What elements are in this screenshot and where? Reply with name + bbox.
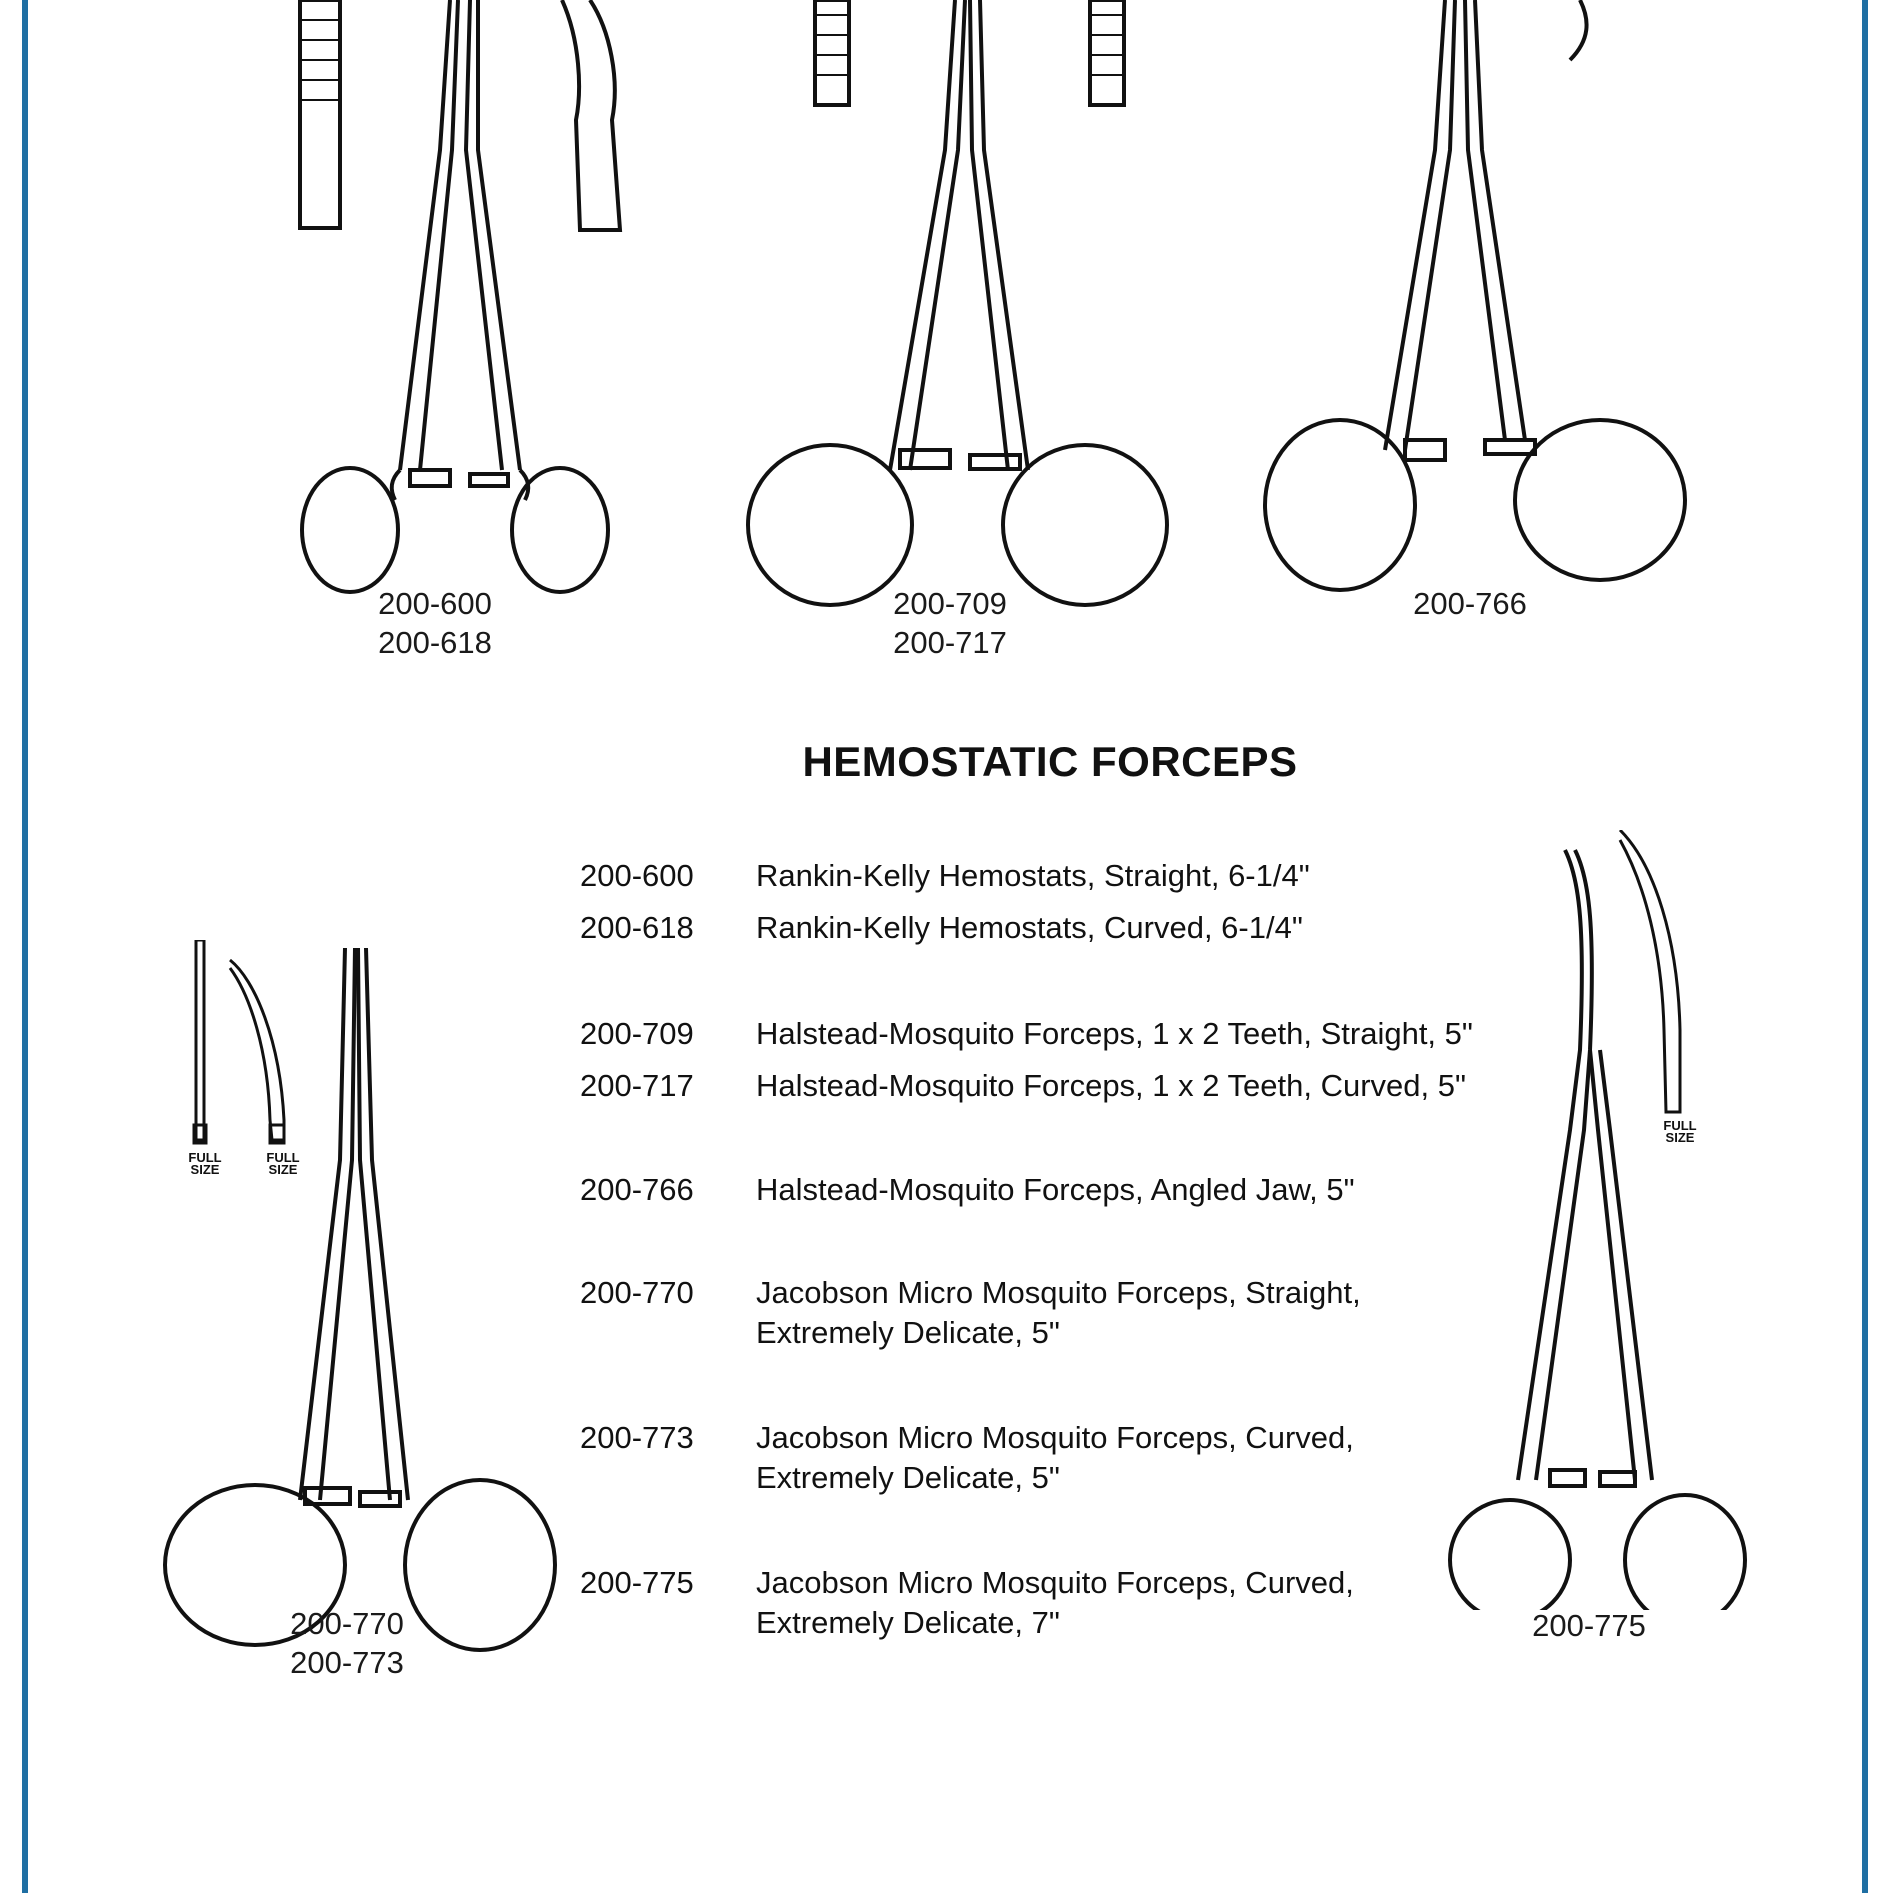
item-code: 200-709: [580, 1016, 694, 1051]
full-size-note: FULL SIZE: [266, 1150, 300, 1177]
forceps-illustration-rankin-kelly: [280, 0, 630, 600]
item-description: Halstead-Mosquito Forceps, 1 x 2 Teeth, Straight, 5": [756, 1016, 1473, 1051]
item-code: 200-717: [580, 1068, 694, 1103]
forceps-illustration-halstead-mosquito: [740, 0, 1180, 610]
figure-code: 200-709: [893, 586, 1007, 621]
figure-label-angled-jaw: [1395, 584, 1545, 623]
figure-code: 200-618: [378, 625, 492, 660]
item-description: Halstead-Mosquito Forceps, 1 x 2 Teeth, Curved, 5": [756, 1068, 1467, 1103]
figure-label-rankin-kelly: [360, 584, 510, 662]
item-code: 200-766: [580, 1172, 694, 1207]
figure-code: 200-766: [1413, 586, 1527, 621]
forceps-illustration-angled-jaw: [1260, 0, 1700, 600]
item-description: Rankin-Kelly Hemostats, Curved, 6-1/4": [756, 910, 1303, 945]
item-code: 200-773: [580, 1420, 694, 1455]
item-description: Rankin-Kelly Hemostats, Straight, 6-1/4": [756, 858, 1310, 893]
figure-code: 200-775: [1532, 1608, 1646, 1643]
figure-label-halstead-mosquito: [875, 584, 1025, 662]
figure-code: 200-600: [378, 586, 492, 621]
full-size-note: FULL SIZE: [1663, 1118, 1697, 1145]
item-description: Jacobson Micro Mosquito Forceps, Curved, Extremely Delicate, 5": [756, 1420, 1354, 1495]
forceps-illustration-jacobson-micro: [160, 940, 560, 1660]
item-code: 200-618: [580, 910, 694, 945]
page-border-left: [22, 0, 28, 1893]
figure-code: 200-773: [290, 1645, 404, 1680]
item-description: Jacobson Micro Mosquito Forceps, Curved, Extremely Delicate, 7": [756, 1565, 1354, 1640]
page-border-right: [1862, 0, 1868, 1893]
item-code: 200-770: [580, 1275, 694, 1310]
figure-code: 200-717: [893, 625, 1007, 660]
item-code: 200-775: [580, 1565, 694, 1600]
section-title: HEMOSTATIC FORCEPS: [802, 738, 1298, 785]
item-description: Jacobson Micro Mosquito Forceps, Straight, Extremely Delicate, 5": [756, 1275, 1361, 1350]
figure-label-jacobson-micro: [272, 1604, 422, 1682]
figure-code: 200-770: [290, 1606, 404, 1641]
item-description: Halstead-Mosquito Forceps, Angled Jaw, 5": [756, 1172, 1355, 1207]
item-code: 200-600: [580, 858, 694, 893]
full-size-note: FULL SIZE: [188, 1150, 222, 1177]
